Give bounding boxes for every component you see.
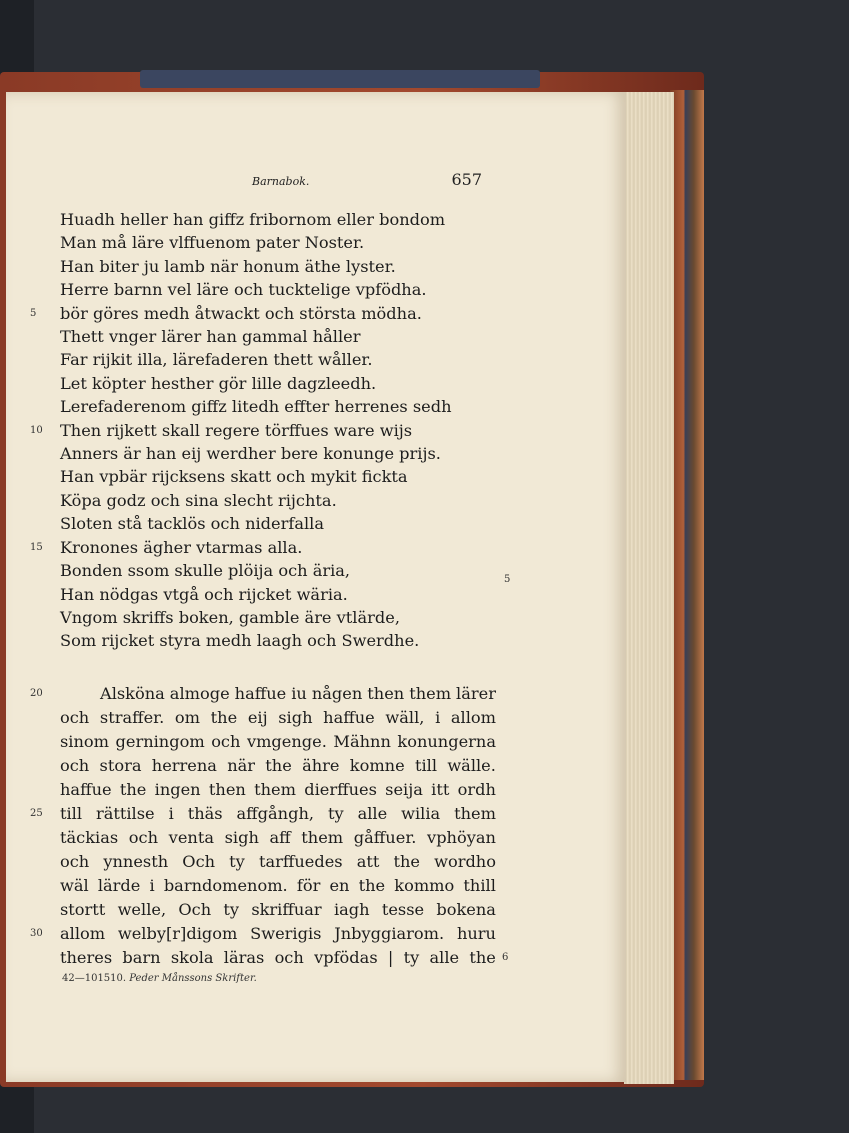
prose-word: Jnbyggiarom.: [334, 924, 445, 943]
prose-word: att: [356, 852, 380, 871]
prose-word: wälle.: [447, 756, 496, 775]
prose-word: dierffues: [304, 780, 377, 799]
verse-line: [60, 489, 452, 512]
verse-line: [60, 559, 452, 582]
verse-text: Let köpter hesther gör lille dagzleedh.: [60, 373, 377, 393]
prose-word: allom: [60, 924, 106, 943]
prose-word: venta: [168, 828, 214, 847]
prose-word: sigh: [224, 828, 259, 847]
prose-word: |: [387, 948, 394, 967]
line-number: 5: [30, 307, 37, 319]
prose-word: eij: [247, 708, 268, 727]
verse-line: [60, 606, 452, 629]
prose-word: sigh: [278, 708, 313, 727]
verse-line: [60, 583, 452, 606]
verse-text: Han nödgas vtgå och rijcket wäria.: [60, 584, 348, 604]
prose-word: aff: [269, 828, 291, 847]
prose-word: och: [60, 756, 90, 775]
prose-word: them: [301, 828, 344, 847]
prose-word: vphöyan: [427, 828, 496, 847]
verse-line: [60, 512, 452, 535]
prose-word: i: [168, 804, 174, 823]
verse-line: [30, 419, 452, 442]
prose-word: iu: [291, 684, 307, 703]
verse-line: [60, 465, 452, 488]
prose-word: haffue: [60, 780, 112, 799]
prose-word: alle: [357, 804, 388, 823]
verse-text: Lerefaderenom giffz litedh effter herrenes sedh: [60, 397, 452, 417]
prose-word: Och: [182, 852, 216, 871]
prose-word: rättilse: [95, 804, 155, 823]
prose-word: almoge: [169, 684, 230, 703]
prose-word: herrena: [151, 756, 217, 775]
prose-word: the: [119, 780, 147, 799]
prose-word: om: [174, 708, 201, 727]
prose-word: lärde: [97, 876, 141, 895]
prose-word: läras: [223, 948, 265, 967]
page-header: [252, 170, 482, 189]
prose-word: komne: [349, 756, 405, 775]
prose-word: när: [227, 756, 256, 775]
prose-word: welby[r]digom: [117, 924, 238, 943]
line-number: 10: [30, 424, 43, 436]
prose-word: Mähnn: [333, 732, 391, 751]
prose-word: ty: [327, 804, 344, 823]
prose-block: [30, 682, 496, 970]
prose-line: [30, 922, 496, 946]
prose-word: wäll,: [385, 708, 425, 727]
prose-word: Alsköna: [100, 684, 165, 703]
prose-word: the: [469, 948, 496, 967]
prose-word: tarffuedes: [258, 852, 343, 871]
verse-text: bör göres medh åtwackt och största mödha.: [60, 303, 422, 323]
prose-word: ty: [223, 900, 240, 919]
verse-text: Herre barnn vel läre och tucktelige vpfödha.: [60, 280, 427, 300]
prose-word: the: [358, 876, 386, 895]
prose-word: och: [128, 828, 159, 847]
prose-word: theres: [60, 948, 113, 967]
prose-word: gerningom: [115, 732, 205, 751]
prose-line: [30, 682, 496, 706]
page-number: 657: [451, 170, 482, 189]
prose-word: ingen: [154, 780, 201, 799]
verse-text: Han biter ju lamb när honum äthe lyster.: [60, 256, 396, 276]
verse-line: [60, 442, 452, 465]
prose-word: gåffuer.: [353, 828, 417, 847]
verse-text: Kronones ägher vtarmas alla.: [60, 537, 303, 557]
prose-word: och: [211, 732, 241, 751]
margin-reference: 5: [504, 574, 511, 585]
prose-word: wordho: [434, 852, 496, 871]
prose-word: them: [454, 804, 496, 823]
prose-word: vpfödas: [314, 948, 378, 967]
prose-line: [60, 874, 496, 898]
prose-word: them: [409, 684, 452, 703]
prose-word: thill: [463, 876, 496, 895]
prose-word: haffue: [323, 708, 375, 727]
verse-text: Then rijkett skall regere törffues ware wijs: [60, 420, 413, 440]
prose-word: en: [329, 876, 350, 895]
prose-line: [60, 754, 496, 778]
prose-word: itt: [431, 780, 450, 799]
verse-text: Köpa godz och sina slecht rijchta.: [60, 490, 337, 510]
verse-line: [60, 395, 452, 418]
verse-text: Vngom skriffs boken, gamble äre vtlärde,: [60, 607, 400, 627]
verse-line: [60, 278, 452, 301]
prose-word: stortt: [60, 900, 106, 919]
prose-word: the: [210, 708, 238, 727]
line-number: 25: [30, 808, 43, 819]
line-number: 30: [30, 928, 43, 939]
prose-word: för: [296, 876, 321, 895]
line-number: 20: [30, 688, 43, 699]
prose-word: ynnesth: [103, 852, 169, 871]
verse-text: Anners är han eij werdher bere konunge prijs.: [60, 444, 441, 464]
prose-word: ähre: [302, 756, 340, 775]
prose-line: [60, 730, 496, 754]
prose-word: kommo: [394, 876, 455, 895]
line-number: 15: [30, 541, 43, 553]
prose-word: Swerigis: [250, 924, 322, 943]
prose-line: [60, 898, 496, 922]
prose-word: till: [60, 804, 83, 823]
verse-text: Thett vnger lärer han gammal håller: [60, 327, 361, 347]
prose-word: then: [208, 780, 246, 799]
prose-word: skriffuar: [251, 900, 322, 919]
prose-line: [30, 802, 496, 826]
prose-word: sinom: [60, 732, 110, 751]
prose-word: någen: [311, 684, 363, 703]
verse-line: [30, 536, 452, 559]
prose-word: stora: [99, 756, 142, 775]
prose-line: [60, 778, 496, 802]
verse-text: Han vpbär rijcksens skatt och mykit fickta: [60, 467, 408, 487]
prose-word: barn: [122, 948, 161, 967]
book-fore-edge-binding: [670, 90, 704, 1080]
verse-line: [60, 325, 452, 348]
verse-line: [60, 255, 452, 278]
verse-text: Bonden ssom skulle plöija och äria,: [60, 561, 351, 581]
prose-word: lärer: [456, 684, 496, 703]
prose-word: ty: [403, 948, 420, 967]
prose-word: wilia: [401, 804, 441, 823]
prose-word: skola: [170, 948, 214, 967]
prose-word: iagh: [333, 900, 370, 919]
page-footer: [62, 973, 257, 984]
footer-title: Peder Månssons Skrifter.: [129, 973, 257, 984]
prose-word: haffue: [234, 684, 287, 703]
prose-word: i: [435, 708, 441, 727]
book-cover-top-edge: [140, 70, 540, 88]
prose-word: barndomenom.: [163, 876, 288, 895]
prose-word: Och: [178, 900, 212, 919]
prose-word: huru: [456, 924, 496, 943]
prose-line: [60, 946, 496, 970]
prose-word: konungerna: [397, 732, 496, 751]
prose-word: ordh: [457, 780, 496, 799]
prose-word: bokena: [436, 900, 496, 919]
prose-word: tesse: [381, 900, 425, 919]
prose-word: och: [274, 948, 304, 967]
prose-word: straffer.: [99, 708, 165, 727]
verse-text: Far rijkit illa, lärefaderen thett wåller.: [60, 350, 373, 370]
margin-reference: 6: [502, 952, 509, 963]
verse-text: Sloten stå tacklös och niderfalla: [60, 514, 324, 534]
prose-word: then: [367, 684, 405, 703]
prose-word: ty: [229, 852, 245, 871]
prose-word: welle,: [117, 900, 167, 919]
verse-line: [60, 208, 452, 231]
prose-word: wäl: [60, 876, 89, 895]
prose-word: the: [393, 852, 420, 871]
verse-block: [30, 208, 452, 653]
verse-text: Man må läre vlffuenom pater Noster.: [60, 233, 365, 253]
verse-text: Som rijcket styra medh laagh och Swerdhe.: [60, 631, 420, 651]
verse-line: [30, 302, 452, 325]
prose-line: [60, 706, 496, 730]
verse-line: [60, 372, 452, 395]
verse-line: [60, 348, 452, 371]
prose-word: till: [414, 756, 438, 775]
prose-word: täckias: [60, 828, 119, 847]
prose-line: [60, 850, 496, 874]
verse-line: [60, 231, 452, 254]
prose-word: seija: [385, 780, 423, 799]
prose-line: [60, 826, 496, 850]
prose-word: thäs: [187, 804, 223, 823]
page-stack-edges: [624, 92, 674, 1084]
verse-text: Huadh heller han giffz fribornom eller bondom: [60, 210, 446, 229]
prose-word: affgångh,: [236, 804, 315, 823]
prose-word: them: [254, 780, 296, 799]
running-title: Barnabok.: [252, 175, 310, 188]
prose-word: vmgenge.: [246, 732, 327, 751]
signature-mark: 42—101510.: [62, 973, 127, 984]
prose-word: i: [149, 876, 155, 895]
prose-word: the: [265, 756, 292, 775]
verse-line: [60, 629, 452, 652]
prose-word: och: [60, 852, 90, 871]
prose-word: alle: [429, 948, 460, 967]
prose-word: allom: [450, 708, 496, 727]
prose-word: och: [60, 708, 90, 727]
